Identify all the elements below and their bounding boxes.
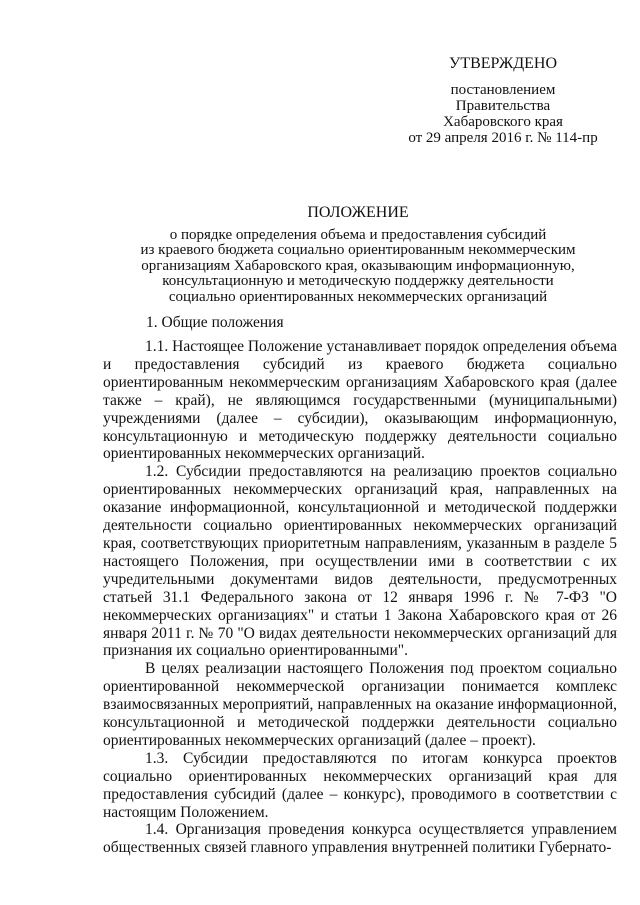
approval-line-3: Хабаровского края <box>443 114 563 130</box>
title-line-1: о порядке определения объема и предоставления субсидий <box>169 226 547 243</box>
title-line-3: организациям Хабаровского края, оказывающим информационную, <box>141 257 575 274</box>
paragraph-1-1: 1.1. Настоящее Положение устанавливает порядок определения объема и предоставления субсидий из краевого бюджета социально ориентированным некоммерческим организациям Хабаровского края (далее также – край), не являющимся государственными (муниципальными) учреждениями (далее – субсидии), оказывающим информационную, консультационную и методическую поддержку деятельности социально ориентированных некоммерческих организаций. <box>103 338 617 463</box>
title-line-4: консультационную и методическую поддержку деятельности <box>162 273 554 289</box>
paragraph-1-3: 1.3. Субсидии предоставляются по итогам конкурса проектов социально ориентированных некоммерческих организаций края для предоставления субсидий (далее – конкурс), проводимого в соответствии с настоящим Положением. <box>103 749 617 821</box>
document-body <box>103 338 617 857</box>
title-line-5: социально ориентированных некоммерческих организаций <box>168 288 548 305</box>
paragraph-project-definition: В целях реализации настоящего Положения под проектом социально ориентированной некоммерческой организации понимается комплекс взаимосвязанных мероприятий, направленных на оказание информационной, консультационной и методической поддержки деятельности социально ориентированных некоммерческих организаций (далее – проект). <box>103 660 617 749</box>
section-heading: 1. Общие положения <box>146 314 284 331</box>
approved-label: УТВЕРЖДЕНО <box>448 55 557 72</box>
approval-line-2: Правительства <box>455 98 551 114</box>
paragraph-1-2: 1.2. Субсидии предоставляются на реализацию проектов социально ориентированных некоммерческих организаций края, направленных на оказание информационной, консультационной и методической поддержки деятельности социально ориентированных некоммерческих организаций края, соответствующих приоритетным направлениям, указанным в разделе 5 настоящего Положения, при осуществлении ими в соответствии с их учредительными документами видов деятельности, предусмотренных статьей 31.1 Федерального закона от 12 января 1996 г. № 7-ФЗ "О некоммерческих организациях" и статьи 1 Закона Хабаровского края от 26 января 2011 г. № 70 "О видах деятельности некоммерческих организаций для признания их социально ориентированными". <box>103 463 617 660</box>
approval-date-number: от 29 апреля 2016 г. № 114-пр <box>408 130 598 146</box>
document-title: ПОЛОЖЕНИЕ <box>307 204 409 221</box>
approval-line-1: постановлением <box>450 82 556 98</box>
paragraph-1-4: 1.4. Организация проведения конкурса осуществляется управлением общественных связей главного управления внутренней политики Губернато- <box>103 821 617 857</box>
approval-stamp <box>383 56 623 146</box>
document-title-block <box>100 205 616 305</box>
title-line-2: из краевого бюджета социально ориентированным некоммерческим <box>140 242 576 258</box>
